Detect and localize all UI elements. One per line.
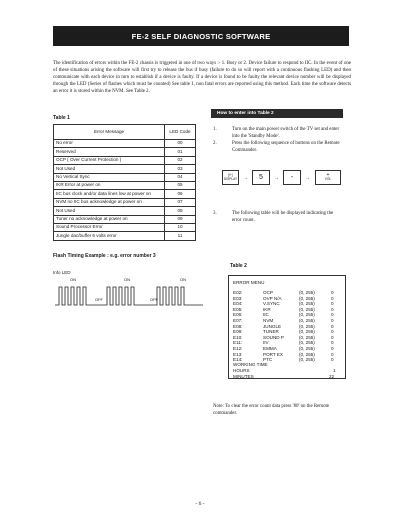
error-count: 0 [331,290,334,295]
led-code-cell: 05 [165,181,196,189]
table1-label: Table 1 [53,115,70,121]
error-message-cell: IKR Error at power on [54,181,165,189]
minutes-value: 22 [329,374,335,379]
error-name: IIV [263,340,269,346]
error-count: 0 [331,323,334,329]
error-range: (0, 255) [299,301,315,307]
error-name: JUNGLE [263,323,282,329]
error-count: 0 [331,306,334,312]
error-name: IIC [263,312,269,318]
arrow-icon: → [305,176,310,181]
error-name: V.SYNC [263,301,280,307]
error-menu-box [228,275,346,379]
error-message-cell: NVM no IIC bus acknowledge at power on [54,198,165,206]
led-code-cell: 00 [165,140,196,148]
error-code: E08: [233,323,243,329]
error-name: NVM [263,318,274,323]
flash-timing-waveform [53,283,213,311]
step2-text: Press the following sequence of buttons on the Remote Commander. [232,141,340,153]
table-row [54,190,196,198]
display-key-sublabel: DISPLAY [223,176,238,181]
error-code: E14: [233,357,243,363]
error-name: OCP [263,290,273,295]
step1-number: 1. [213,127,217,132]
info-led-label: Info LED [53,270,71,275]
error-message-cell: IIC bus clock and/or data lines low at power on [54,190,165,198]
error-count: 0 [331,318,334,323]
error-name: PORT EX [263,351,283,357]
error-message-cell: Jungle dac/buffer 6 volts error [54,232,165,240]
working-time-label: WORKING TIME [233,362,268,367]
table-row [54,207,196,215]
error-range: (0, 255) [299,346,315,351]
error-range: (0, 255) [299,290,315,295]
error-message-cell: Not Used [54,165,165,173]
error-message-cell: Sound Processor Error [54,223,165,231]
error-code-table [53,124,196,241]
table-row [54,215,196,223]
key-minus: - [283,170,301,185]
hours-label: HOURS [233,368,250,373]
led-code-cell: 10 [165,223,196,231]
intro-paragraph: The identification of errors within the FE-2 chassis is triggered in one of two ways :- 1. Busy or 2. Device failure to respond to IIC. In the event of one of these situations arising the software will first try to release the bus if busy (failure to do so will report with a continuous flashing LED) and then communicate with each device in turn to establish if a device is faulty. If a device is found to be faulty the relevant device number will be displayed through the LED (Series of flashes which must be counted) See table 1, non fatal errors are reported using this method. Each time the software detects an error it is stored within the NVM. See Table 2. [53,61,351,94]
error-range: (0, 255) [299,334,315,340]
on-label-1: ON [70,277,76,282]
led-code-cell: 03 [165,165,196,173]
error-message-cell: Not Used [54,207,165,215]
error-code: E12: [233,346,243,351]
table-row [54,148,196,156]
table-row [54,173,196,181]
table-row [54,165,196,173]
led-code-cell: 04 [165,173,196,181]
table-row [54,198,196,206]
error-range: (0, 255) [299,306,315,312]
error-code: E03: [233,295,243,301]
error-message-cell: OCP ( Over Current Protection ) [54,156,165,164]
error-code: E09: [233,329,243,335]
error-code: E13: [233,351,243,357]
table-row [54,140,196,148]
error-count: 0 [331,346,334,351]
flash-timing-heading: Flash Timing Example : e.g. error number 3 [53,253,156,259]
vol-up-key [315,170,341,185]
error-count: 0 [331,334,334,340]
table-row [54,232,196,240]
key-5: 5 [252,170,270,185]
error-count: 0 [331,351,334,357]
page-number: - 6 - [195,501,205,507]
clear-note: Note: To clear the error count data press '80' on the Remote commander. [213,404,330,416]
error-name: EMMA [263,346,277,351]
error-range: (0, 255) [299,357,315,363]
table2-label: Table 2 [230,263,247,269]
error-code: E07: [233,318,243,323]
step3-number: 3. [213,211,217,216]
col-header-led-code: LED Code [165,125,196,140]
vol-up-icon: + [326,171,330,178]
display-key [222,170,239,185]
error-message-cell: Reserved [54,148,165,156]
error-count: 0 [331,340,334,346]
error-code: E04: [233,301,243,307]
minutes-label: MINUTES [233,374,254,379]
led-code-cell: 07 [165,198,196,206]
error-count: 0 [331,357,334,363]
error-code: E05: [233,306,243,312]
error-range: (0, 255) [299,318,315,323]
error-range: (0, 255) [299,329,315,335]
off-label-1: OFF [95,297,103,302]
table-row [54,156,196,164]
error-count: 0 [331,329,334,335]
error-message-cell: Tuner no acknowledge at power on [54,215,165,223]
error-range: (0, 255) [299,340,315,346]
arrow-icon: → [243,176,248,181]
error-range: (0, 255) [299,323,315,329]
error-code: E02: [233,290,243,295]
step3-text: The following table will be displayed indicating the error count. [232,211,334,223]
led-code-cell: 01 [165,148,196,156]
error-name: IKR [263,306,271,312]
off-label-2: OFF [150,297,158,302]
error-range: (0, 255) [299,312,315,318]
error-name: OVP N/A [263,295,282,301]
error-message-cell: No error [54,140,165,148]
error-count: 0 [331,295,334,301]
error-name: TUNER [263,329,279,335]
page-title: FE-2 SELF DIAGNOSTIC SOFTWARE [53,26,349,46]
led-code-cell: 11 [165,232,196,240]
led-code-cell: 09 [165,215,196,223]
led-code-cell: 08 [165,207,196,215]
hours-value: 1 [333,368,336,373]
col-header-error-message: Error Message [54,125,165,140]
arrow-icon: → [274,176,279,181]
error-code: E06: [233,312,243,318]
error-count: 0 [331,312,334,318]
error-name: PTC [263,357,273,363]
error-count: 0 [331,301,334,307]
led-code-cell: 02 [165,156,196,164]
error-range: (0, 255) [299,295,315,301]
error-name: SOUND P [263,334,284,340]
table-row [54,181,196,189]
error-message-cell: No Vertical Sync [54,173,165,181]
error-menu-title: ERROR MENU [233,280,265,285]
error-range: (0, 255) [299,351,315,357]
on-label-2: ON [124,277,130,282]
step1-text: Turn on the main power switch of the TV set and enter into the 'Standby Mode'. [232,127,340,139]
error-code: E11: [233,340,243,346]
table-row [54,223,196,231]
display-key-label: [i+] [228,172,233,177]
how-to-enter-heading: How to enter into Table 2 [211,109,343,118]
on-label-3: ON [180,277,186,282]
led-code-cell: 06 [165,190,196,198]
step2-number: 2. [213,141,217,146]
error-code: E10: [233,334,243,340]
vol-key-sublabel: VOL [324,176,332,181]
